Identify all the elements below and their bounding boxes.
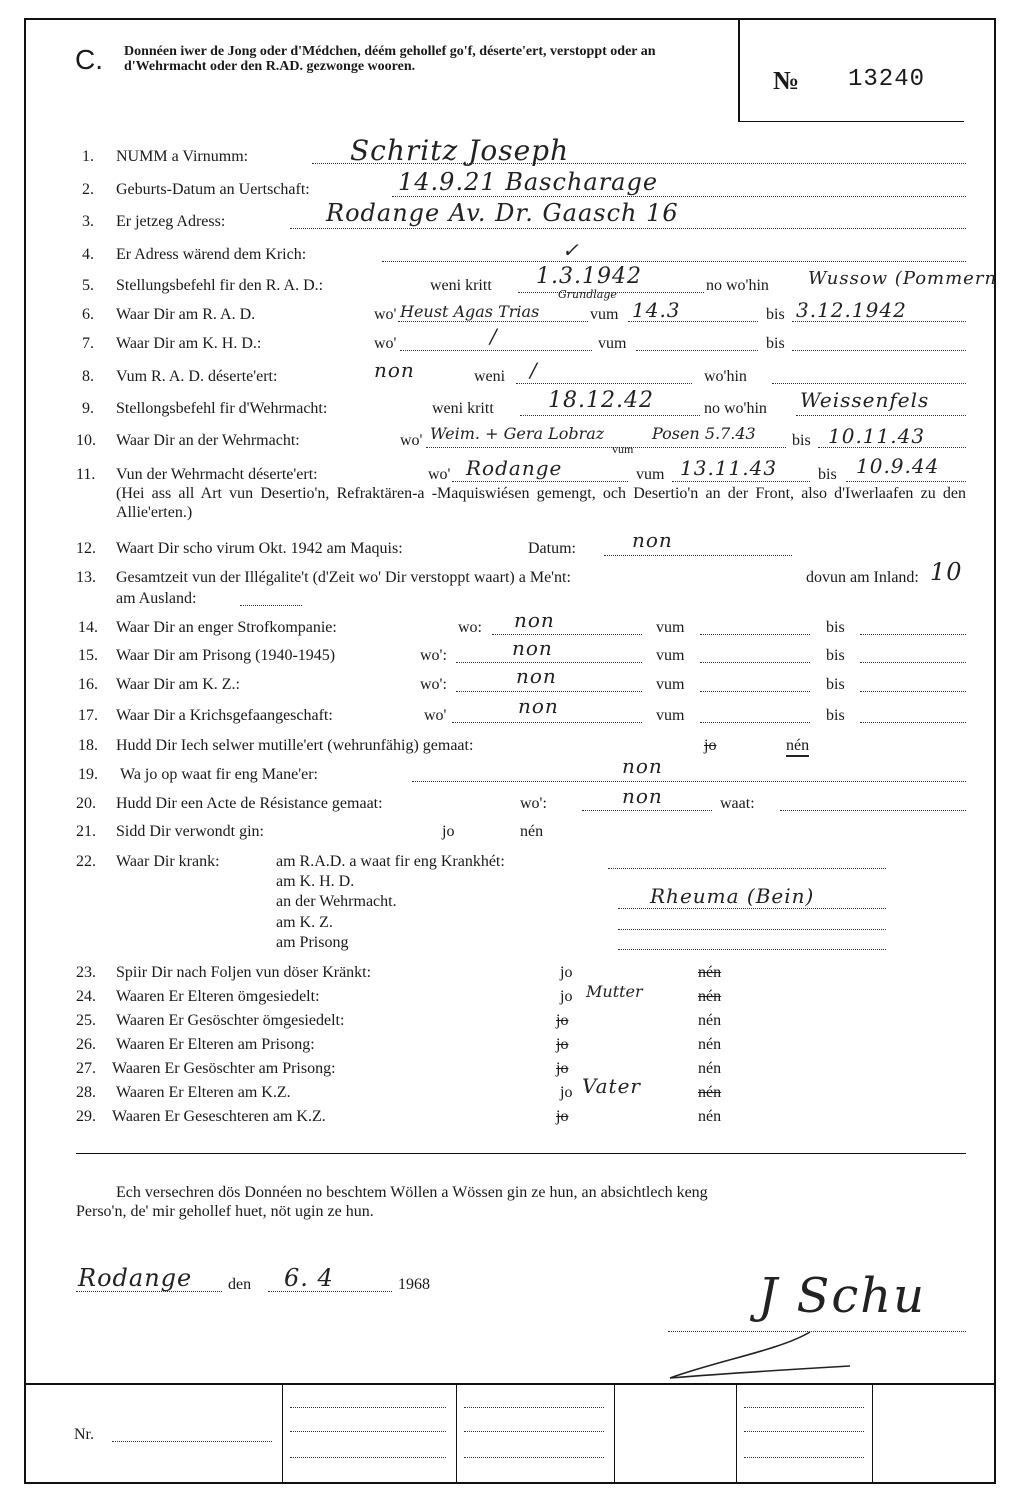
signature-flourish (660, 1330, 860, 1390)
footer-nr: Nr. (74, 1426, 94, 1443)
field-10-num: 10. (76, 432, 96, 449)
field-4-line (382, 261, 966, 262)
field-19-line (412, 781, 966, 782)
footer-col-3 (614, 1385, 615, 1482)
field-7-wo: wo' (374, 335, 397, 352)
field-1-num: 1. (82, 148, 94, 165)
field-12-line (604, 555, 792, 556)
field-26-jo[interactable]: jo (556, 1036, 569, 1053)
field-28-jo-value[interactable]: Vater (582, 1074, 641, 1098)
field-26-nen[interactable]: nén (698, 1036, 722, 1053)
field-24-num: 24. (76, 988, 96, 1005)
footer-line-f (464, 1457, 604, 1458)
field-22-line3 (618, 908, 886, 909)
frame-top (24, 18, 996, 20)
field-13-inland-value[interactable]: 10 (930, 558, 963, 586)
field-14-wo: wo: (458, 619, 482, 636)
field-11-bis: bis (818, 466, 837, 483)
signature[interactable]: J Schu (758, 1268, 927, 1324)
footer-line-c (290, 1457, 446, 1458)
signature-den: den (228, 1276, 252, 1293)
field-7-vum: vum (598, 335, 627, 352)
field-17-bis: bis (826, 707, 845, 724)
field-5-label: Stellungsbefehl fir den R. A. D.: (116, 277, 324, 294)
field-4-value[interactable]: ✓ (562, 238, 580, 262)
field-13-inland: dovun am Inland: (806, 569, 919, 586)
signature-date[interactable]: 6. 4 (284, 1264, 334, 1292)
section-letter: C. (75, 44, 103, 75)
footer-line-a (290, 1407, 446, 1408)
field-5-num: 5. (82, 277, 94, 294)
field-10-bis: bis (792, 432, 811, 449)
field-3-num: 3. (82, 213, 94, 230)
field-4-num: 4. (82, 246, 94, 263)
field-8-wohin-line (772, 383, 966, 384)
field-22-label: Waar Dir krank: (116, 853, 220, 870)
field-24-jo-value[interactable]: Mutter (586, 982, 643, 1001)
field-29-label: Waaren Er Geseschteren am K.Z. (112, 1108, 326, 1125)
field-13-label: Gesamtzeit vun der Illégalite't (d'Zeit wo' Dir verstoppt waart) a Me'nt: (116, 569, 571, 586)
field-26-num: 26. (76, 1036, 96, 1053)
field-15-bis: bis (826, 647, 845, 664)
field-17-num: 17. (78, 707, 98, 724)
header-title: Donnéen iwer de Jong oder d'Médchen, déém gehollef go'f, déserte'ert, verstoppt oder an d'Wehrmacht oder den R.AD. gezwonge wooren. (124, 44, 656, 74)
field-22-sub1: am R.A.D. a waat fir eng Krankhét: (276, 853, 505, 870)
field-12-num: 12. (76, 540, 96, 557)
field-9-weni-line (520, 415, 700, 416)
field-11-bis-value[interactable]: 10.9.44 (856, 454, 940, 478)
field-28-jo[interactable]: jo (560, 1084, 573, 1101)
field-18-jo[interactable]: jo (704, 737, 717, 754)
field-22-sub5: am Prisong (276, 934, 349, 951)
field-9-wohin-value[interactable]: Weissenfels (800, 388, 930, 412)
field-18-label: Hudd Dir Iech selwer mutille'ert (wehrunfähig) gemaat: (116, 737, 474, 754)
field-1-label: NUMM a Virnumm: (116, 148, 249, 165)
field-27-num: 27. (76, 1060, 96, 1077)
field-5-weni-value[interactable]: 1.3.1942 (536, 264, 642, 289)
field-26-label: Waaren Er Elteren am Prisong: (116, 1036, 315, 1053)
form-number: 13240 (848, 66, 926, 93)
field-3-value[interactable]: Rodange Av. Dr. Gaasch 16 (326, 199, 679, 227)
field-6-wo-note[interactable]: Grundlage (558, 288, 617, 301)
field-16-value[interactable]: non (516, 664, 557, 688)
field-8-wohin: wo'hin (704, 368, 747, 385)
field-7-bis-line (792, 350, 966, 351)
field-7-label: Waar Dir am K. H. D.: (116, 335, 262, 352)
field-16-bis: bis (826, 676, 845, 693)
header-divider (738, 18, 740, 122)
field-24-jo[interactable]: jo (560, 988, 573, 1005)
field-11-bis-line (846, 481, 966, 482)
field-13-ausland-line (240, 605, 302, 606)
field-15-bis-line (860, 662, 966, 663)
field-6-vum: vum (590, 306, 619, 323)
field-15-vum-line (700, 662, 810, 663)
field-2-label: Geburts-Datum an Uertschaft: (116, 181, 310, 198)
field-7-wo-value[interactable]: / (490, 324, 498, 348)
field-16-vum: vum (656, 676, 685, 693)
field-14-num: 14. (78, 619, 98, 636)
field-15-num: 15. (78, 647, 98, 664)
field-6-wo-line (398, 321, 588, 322)
field-20-wo: wo': (520, 795, 547, 812)
frame-left (24, 18, 26, 1484)
field-15-wo: wo': (420, 647, 447, 664)
field-23-jo[interactable]: jo (560, 964, 573, 981)
field-14-wo-line (492, 634, 642, 635)
field-14-bis-line (860, 634, 966, 635)
field-14-vum-line (700, 634, 810, 635)
footer-col-4 (736, 1385, 737, 1482)
field-8-weni-value[interactable]: / (530, 358, 538, 382)
field-17-vum: vum (656, 707, 685, 724)
field-9-weni-value[interactable]: 18.12.42 (548, 388, 654, 413)
field-15-label: Waar Dir am Prisong (1940-1945) (116, 647, 336, 664)
field-22-num: 22. (76, 853, 96, 870)
footer-col-5 (872, 1385, 873, 1482)
field-12-label: Waart Dir scho virum Okt. 1942 am Maquis: (116, 540, 403, 557)
field-22-line1 (608, 868, 886, 869)
field-10-label: Waar Dir an der Wehrmacht: (116, 432, 300, 449)
field-12-value[interactable]: non (632, 528, 673, 552)
footer-line-g (744, 1407, 864, 1408)
field-17-wo-line (452, 722, 642, 723)
field-20-wo-line (582, 810, 712, 811)
field-22-value[interactable]: Rheuma (Bein) (650, 884, 815, 908)
field-8-label: Vum R. A. D. déserte'ert: (116, 368, 278, 385)
field-19-value[interactable]: non (622, 754, 663, 778)
field-22-sub3: an der Wehrmacht. (276, 893, 397, 910)
footer-col-1 (282, 1385, 283, 1482)
footer-line-e (464, 1431, 604, 1432)
field-11-num: 11. (76, 466, 96, 483)
footer-col-2 (456, 1385, 457, 1482)
field-24-label: Waaren Er Elteren ömgesiedelt: (116, 988, 320, 1005)
field-6-wo-value[interactable]: Heust Agas Trias (400, 302, 540, 321)
field-4-label: Er Adress wärend dem Krich: (116, 246, 307, 263)
declaration-line-2: Perso'n, de' mir gehollef huet, nöt ugin ze hun. (76, 1203, 374, 1220)
field-16-label: Waar Dir am K. Z.: (116, 676, 240, 693)
section-rule (76, 1153, 966, 1154)
signature-place[interactable]: Rodange (78, 1264, 193, 1292)
field-16-wo: wo': (420, 676, 447, 693)
footer-line-d (464, 1407, 604, 1408)
field-2-line (392, 196, 966, 197)
field-15-wo-line (456, 662, 642, 663)
field-27-jo[interactable]: jo (556, 1060, 569, 1077)
field-17-label: Waar Dir a Krichsgefaangeschaft: (116, 707, 333, 724)
frame-right (994, 18, 996, 1484)
field-19-num: 19. (78, 766, 98, 783)
field-22-sub4: am K. Z. (276, 914, 333, 931)
field-2-num: 2. (82, 181, 94, 198)
footer-line-i (744, 1457, 864, 1458)
field-10-wo: wo' (400, 432, 423, 449)
field-9-weni: weni kritt (432, 400, 494, 417)
field-23-num: 23. (76, 964, 96, 981)
field-14-value[interactable]: non (514, 608, 555, 632)
footer-line-h (744, 1431, 864, 1432)
field-6-wo: wo' (374, 306, 397, 323)
field-5-wohin-value[interactable]: Wussow (Pommern (808, 268, 998, 289)
field-16-vum-line (700, 691, 810, 692)
field-8-weni: weni (474, 368, 506, 385)
signature-year: 1968 (398, 1276, 430, 1293)
field-25-label: Waaren Er Gesöschter ömgesiedelt: (116, 1012, 345, 1029)
footer-top-rule (24, 1383, 996, 1385)
field-6-bis-value[interactable]: 3.12.1942 (796, 298, 907, 322)
field-27-nen[interactable]: nén (698, 1060, 722, 1077)
field-23-label: Spiir Dir nach Foljen vun döser Kränkt: (116, 964, 372, 981)
field-20-value[interactable]: non (622, 784, 663, 808)
field-11-label: Vun der Wehrmacht déserte'ert: (116, 466, 318, 483)
field-23-nen[interactable]: nén (698, 964, 722, 981)
field-16-bis-line (860, 691, 966, 692)
field-20-waat: waat: (720, 795, 755, 812)
field-10-vum: vum (612, 442, 634, 456)
field-20-num: 20. (76, 795, 96, 812)
field-21-label: Sidd Dir verwondt gin: (116, 823, 264, 840)
field-13-num: 13. (76, 569, 96, 586)
field-9-num: 9. (82, 400, 94, 417)
footer-nr-line (112, 1441, 272, 1442)
field-14-label: Waar Dir an enger Strofkompanie: (116, 619, 337, 636)
field-6-label: Waar Dir am R. A. D. (116, 306, 256, 323)
field-3-label: Er jetzeg Adress: (116, 213, 226, 230)
field-9-wohin: no wo'hin (704, 400, 767, 417)
field-10-vum-value[interactable]: Posen 5.7.43 (652, 424, 756, 443)
field-14-bis: bis (826, 619, 845, 636)
field-25-jo[interactable]: jo (556, 1012, 569, 1029)
field-17-vum-line (700, 722, 810, 723)
field-17-wo: wo' (424, 707, 447, 724)
field-11-note: (Hei ass all Art vun Desertio'n, Refraktären-a -Maquiswiésen gemengt, och Desertio'n an der Front, also d'Iwerlaafen zu den Allie'erten.) (116, 485, 966, 521)
field-1-value[interactable]: Schritz Joseph (350, 134, 570, 167)
field-18-nen[interactable]: nén (786, 737, 809, 757)
field-5-weni: weni kritt (430, 277, 492, 294)
field-29-num: 29. (76, 1108, 96, 1125)
field-10-wo-line (426, 447, 786, 448)
field-6-vum-value[interactable]: 14.3 (632, 298, 681, 322)
field-19-label: Wa jo op waat fir eng Mane'er: (120, 766, 318, 783)
field-16-num: 16. (78, 676, 98, 693)
field-14-vum: vum (656, 619, 685, 636)
number-sign: № (773, 66, 800, 95)
declaration-line-1: Ech versechren dös Donnéen no beschtem Wöllen a Wössen gin ze hun, an absichtlech keng (116, 1184, 708, 1201)
field-28-num: 28. (76, 1084, 96, 1101)
field-18-num: 18. (78, 737, 98, 754)
field-6-bis: bis (766, 306, 785, 323)
field-2-value[interactable]: 14.9.21 Bascharage (398, 168, 659, 196)
field-25-num: 25. (76, 1012, 96, 1029)
field-11-vum-line (672, 481, 810, 482)
field-11-vum: vum (636, 466, 665, 483)
field-7-bis: bis (766, 335, 785, 352)
field-28-nen[interactable]: nén (698, 1084, 722, 1101)
field-22-line4 (618, 929, 886, 930)
field-21-num: 21. (76, 823, 96, 840)
field-28-label: Waaren Er Elteren am K.Z. (116, 1084, 291, 1101)
field-25-nen[interactable]: nén (698, 1012, 722, 1029)
field-11-wo: wo' (428, 466, 451, 483)
field-8-num: 8. (82, 368, 94, 385)
field-15-value[interactable]: non (512, 636, 553, 660)
field-9-wohin-line (796, 415, 966, 416)
field-13-ausland: am Ausland: (116, 590, 197, 607)
field-29-jo[interactable]: jo (556, 1108, 569, 1125)
field-3-line (290, 228, 966, 229)
field-10-bis-value[interactable]: 10.11.43 (828, 424, 926, 448)
field-11-wo-value[interactable]: Rodange (466, 456, 563, 480)
field-11-wo-line (452, 481, 628, 482)
field-17-bis-line (860, 722, 966, 723)
field-11-vum-value[interactable]: 13.11.43 (680, 456, 778, 480)
field-20-waat-line (780, 810, 966, 811)
field-7-num: 7. (82, 335, 94, 352)
field-22-sub2: am K. H. D. (276, 873, 355, 890)
field-22-line5 (618, 949, 886, 950)
field-20-label: Hudd Dir een Acte de Résistance gemaat: (116, 795, 383, 812)
field-5-wohin: no wo'hin (706, 277, 769, 294)
field-10-wo-value[interactable]: Weim. + Gera Lobraz (430, 424, 605, 443)
field-7-vum-line (636, 350, 758, 351)
field-8-value[interactable]: non (374, 358, 415, 382)
frame-bottom (24, 1482, 996, 1484)
field-27-label: Waaren Er Gesöschter am Prisong: (112, 1060, 336, 1077)
field-29-nen[interactable]: nén (698, 1108, 722, 1125)
field-6-num: 6. (82, 306, 94, 323)
field-8-weni-line (516, 383, 692, 384)
field-9-label: Stellongsbefehl fir d'Wehrmacht: (116, 400, 328, 417)
field-21-nen[interactable]: nén (520, 823, 544, 840)
footer-line-b (290, 1431, 446, 1432)
field-24-nen[interactable]: nén (698, 988, 722, 1005)
field-21-jo[interactable]: jo (442, 823, 455, 840)
field-15-vum: vum (656, 647, 685, 664)
header-bottom-rule (740, 121, 964, 122)
field-12-datum: Datum: (528, 540, 576, 557)
field-16-wo-line (456, 691, 642, 692)
field-17-value[interactable]: non (518, 694, 559, 718)
field-7-wo-line (400, 350, 592, 351)
